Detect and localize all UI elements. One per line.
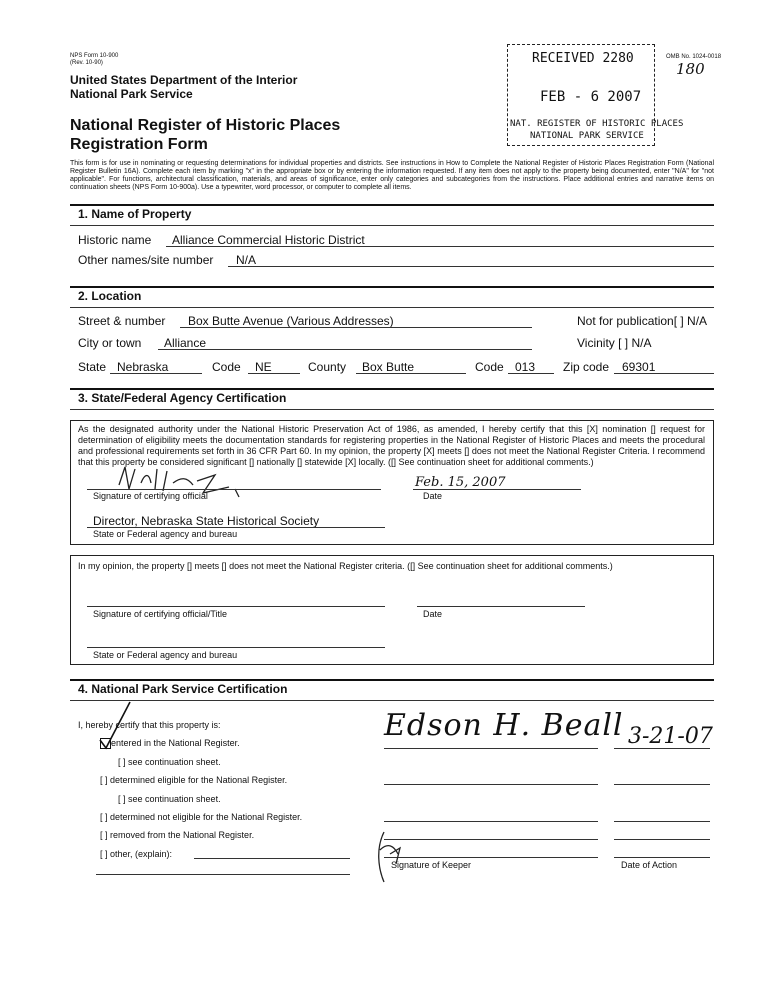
city-line xyxy=(158,349,532,350)
zip-label: Zip code xyxy=(563,360,610,374)
form-instructions: This form is for use in nominating or requesting determinations for individual properties and districts. See instructions in How to Complete the National Register of Historic Places Registration Form (National Register Bulletin 16A). Complete each item by marking "x" in the appropriate box or by entering the information requested. If any item does not apply to the property being documented, enter "N/A" for "not applicable". For functions, architectural classification, materials, and areas of significance, enter only categories and subcategories from the instructions. Place additional entries and narrative items on continuation sheets (NPS Form 10-900a). Use a typewriter, word processor, or computer to complete all items. xyxy=(70,160,714,191)
section2-underline xyxy=(70,307,714,308)
state-certification-text: As the designated authority under the National Historic Preservation Act of 1986, as amended, I hereby certify that this [X] nomination [] request for determination of eligibility meets the documentation standards for registering properties in the National Register of Historic Places and meets the procedural and professional requirements set forth in 36 CFR Part 60. In my opinion, the property [X] meets [] does not meet the National Register Criteria. I recommend that this property be considered significant [] nationally [] statewide [X] locally. ([] See continuation sheet for additional comments.) xyxy=(78,424,705,467)
other-explain-line xyxy=(194,858,350,859)
keeper-line-5 xyxy=(384,857,598,858)
street-value[interactable]: Box Butte Avenue (Various Addresses) xyxy=(188,314,394,328)
form-title-line2: Registration Form xyxy=(70,136,208,153)
opinion-signature-line xyxy=(87,606,385,607)
received-stamp xyxy=(507,44,684,146)
stamp-line2: NATIONAL PARK SERVICE xyxy=(530,131,644,141)
form-title-line1: National Register of Historic Places xyxy=(70,117,341,134)
nps-intro: I, hereby certify that this property is: xyxy=(78,720,221,730)
county-label: County xyxy=(308,360,347,374)
form-number-line1: NPS Form 10-900 xyxy=(70,53,119,59)
keeper-line-4 xyxy=(384,839,598,840)
opinion-date-line xyxy=(417,606,585,607)
section3-underline xyxy=(70,409,714,410)
agency-header xyxy=(70,73,297,101)
opinion-agency-label: State or Federal agency and bureau xyxy=(93,650,238,660)
action-date-handwritten: 3-21-07 xyxy=(628,724,713,749)
option-entered: entered in the National Register. xyxy=(111,738,240,748)
zip-line xyxy=(614,373,714,374)
action-line-2 xyxy=(614,784,710,785)
option-removed[interactable]: [ ] removed from the National Register. xyxy=(100,830,255,840)
keeper-label: Signature of Keeper xyxy=(391,860,472,870)
county-code-value[interactable]: 013 xyxy=(515,360,536,374)
keeper-line-2 xyxy=(384,784,598,785)
section1-rule xyxy=(70,204,714,206)
opinion-box xyxy=(70,555,714,665)
agency-department: United States Department of the Interior xyxy=(70,73,298,87)
agency-line xyxy=(87,527,385,528)
signature-line xyxy=(87,489,381,490)
county-value[interactable]: Box Butte xyxy=(362,360,415,374)
keeper-initials-mark xyxy=(370,828,410,888)
action-label: Date of Action xyxy=(621,860,678,870)
county-line xyxy=(356,373,466,374)
stamp-date: FEB - 6 2007 xyxy=(540,89,642,105)
official-title[interactable]: Director, Nebraska State Historical Society xyxy=(93,514,320,528)
date-label: Date xyxy=(423,491,443,501)
opinion-signature-label: Signature of certifying official/Title xyxy=(93,609,228,619)
state-code-label: Code xyxy=(212,360,241,374)
county-code-line xyxy=(508,373,554,374)
county-code-label: Code xyxy=(475,360,504,374)
option-not-eligible[interactable]: [ ] determined not eligible for the National Register. xyxy=(100,812,303,822)
date-line xyxy=(413,489,581,490)
vicinity[interactable]: Vicinity [ ] N/A xyxy=(577,336,652,350)
other-names-line xyxy=(228,266,714,267)
action-line-3 xyxy=(614,821,710,822)
option-eligible[interactable]: [ ] determined eligible for the National Register. xyxy=(100,775,288,785)
historic-name-line xyxy=(166,246,714,247)
stamp-received: RECEIVED 2280 xyxy=(532,51,634,66)
state-line xyxy=(110,373,202,374)
action-line-5 xyxy=(614,857,710,858)
certification-date-handwritten: Feb. 15, 2007 xyxy=(415,475,506,490)
section4-rule xyxy=(70,679,714,681)
option-other[interactable]: [ ] other, (explain): xyxy=(100,849,173,859)
city-label: City or town xyxy=(78,336,142,350)
section3-title: 3. State/Federal Agency Certification xyxy=(78,391,287,405)
keeper-line-3 xyxy=(384,821,598,822)
form-revision: (Rev. 10-90) xyxy=(70,60,103,66)
section2-title: 2. Location xyxy=(78,289,142,303)
action-line-4 xyxy=(614,839,710,840)
signature-label: Signature of certifying official xyxy=(93,491,208,501)
street-label: Street & number xyxy=(78,314,166,328)
form-number xyxy=(70,53,118,67)
section1-title: 1. Name of Property xyxy=(78,207,192,221)
street-line xyxy=(180,327,532,328)
historic-name-value[interactable]: Alliance Commercial Historic District xyxy=(172,233,365,247)
stamp-line1: NAT. REGISTER OF HISTORIC PLACES xyxy=(510,119,684,129)
state-code-line xyxy=(248,373,300,374)
section3-rule xyxy=(70,388,714,390)
action-line-1 xyxy=(614,748,710,749)
agency-label: State or Federal agency and bureau xyxy=(93,529,238,539)
omb-number: OMB No. 1024-0018 xyxy=(666,54,722,60)
section2-rule xyxy=(70,286,714,288)
section4-underline xyxy=(70,700,714,701)
option-entered-continuation[interactable]: [ ] see continuation sheet. xyxy=(118,757,221,767)
state-label: State xyxy=(78,360,107,374)
city-value[interactable]: Alliance xyxy=(164,336,207,350)
historic-name-label: Historic name xyxy=(78,233,152,247)
form-title xyxy=(70,116,340,154)
state-value[interactable]: Nebraska xyxy=(117,360,169,374)
not-for-publication[interactable]: Not for publication[ ] N/A xyxy=(577,314,708,328)
other-names-value[interactable]: N/A xyxy=(236,253,257,267)
agency-service: National Park Service xyxy=(70,87,193,101)
section1-underline xyxy=(70,225,714,226)
state-certification-box xyxy=(70,420,714,545)
other-names-label: Other names/site number xyxy=(78,253,214,267)
other-explain-line-2 xyxy=(96,874,350,875)
section4-title: 4. National Park Service Certification xyxy=(78,682,288,696)
entered-checkbox[interactable] xyxy=(100,738,111,749)
option-eligible-continuation[interactable]: [ ] see continuation sheet. xyxy=(118,794,221,804)
state-code-value[interactable]: NE xyxy=(255,360,272,374)
opinion-agency-line xyxy=(87,647,385,648)
opinion-date-label: Date xyxy=(423,609,443,619)
zip-value[interactable]: 69301 xyxy=(622,360,656,374)
opinion-text: In my opinion, the property [] meets [] does not meet the National Register criteria. ([] See continuation sheet for additional comments.) xyxy=(78,561,613,571)
omb-handwritten-note: 180 xyxy=(676,60,705,78)
keeper-signature: Edson H. Beall xyxy=(384,708,624,743)
keeper-line-1 xyxy=(384,748,598,749)
